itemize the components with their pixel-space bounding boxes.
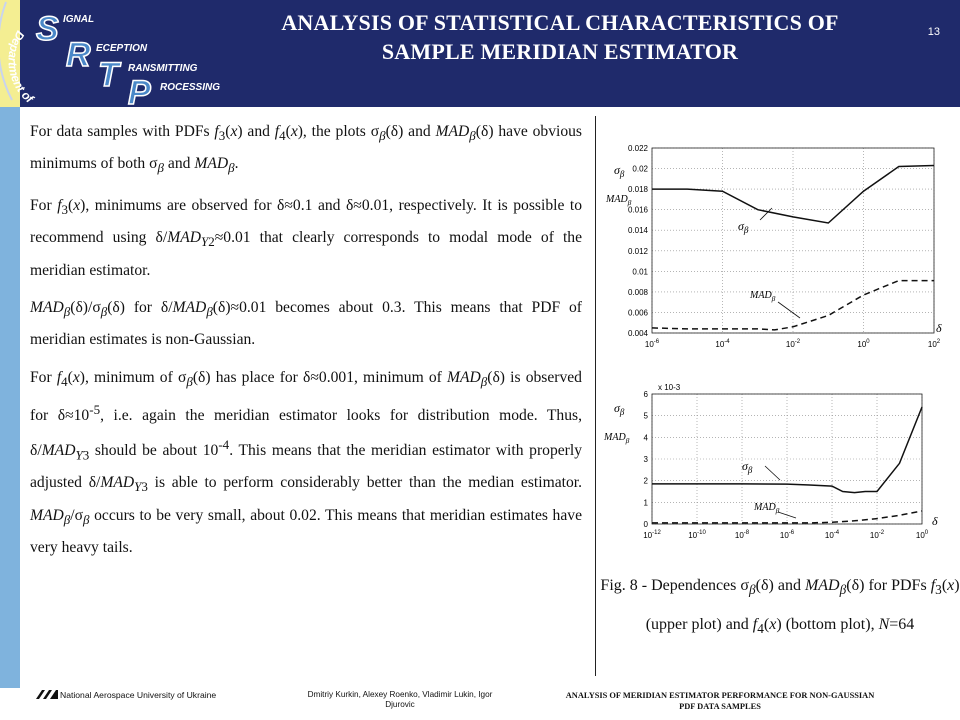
university-name: National Aerospace University of Ukraine (60, 690, 217, 700)
figure-caption: Fig. 8 - Dependences $\sigma_\beta(\delta)$ and $MAD_\beta(\delta)$ for PDFs $f_3(x)$ (upper plot) and $f_4(x)$ (bottom plot), N=64 (600, 577, 960, 637)
footer-presentation-title: ANALYSIS OF MERIDIAN ESTIMATOR PERFORMANCE FOR NON-GAUSSIAN PDF DATA SAMPLES (565, 691, 875, 711)
y-tick-label: 0.01 (632, 267, 648, 277)
y-tick-label: 2 (643, 476, 648, 486)
y-tick-label: 6 (643, 390, 648, 399)
series-label-mad: $MAD_\beta$ (750, 290, 776, 303)
university-logo-icon (36, 690, 58, 699)
series-line-mad (652, 511, 922, 523)
logo-letter-t: T (98, 56, 119, 94)
x-tick-label: $10^{-4}$ (824, 530, 840, 540)
y-tick-label: 0.008 (627, 287, 648, 297)
logo-word-processing: ROCESSING (160, 82, 221, 93)
y-tick-label: 0.02 (632, 164, 648, 174)
logo-word-transmitting: RANSMITTING (128, 63, 198, 74)
y-tick-label: 5 (643, 411, 648, 421)
body-text (30, 118, 582, 571)
y-tick-label: 0 (643, 520, 648, 529)
x-tick-label: $10^{-2}$ (869, 530, 885, 540)
slide-header (0, 0, 960, 107)
logo-letter-p: P (128, 74, 151, 107)
x-tick-label: $10^2$ (927, 339, 941, 349)
x-tick-label: $10^{-8}$ (734, 530, 750, 540)
series-leader-mad (778, 302, 800, 318)
footer-university (36, 690, 216, 700)
logo-letter-s: S (36, 10, 59, 48)
y-tick-label: 0.018 (627, 185, 648, 195)
left-decor-stripe (0, 107, 20, 688)
x-tick-label: $10^{-12}$ (643, 530, 661, 540)
column-divider (595, 116, 596, 676)
x-tick-label: $10^{-6}$ (779, 530, 795, 540)
x-tick-label: $10^{-6}$ (644, 339, 660, 349)
x-tick-label: $10^0$ (857, 339, 870, 349)
logo-word-signal: IGNAL (63, 14, 95, 25)
upper-plot (600, 132, 950, 354)
y-axis-label-sigma: $\sigma_\beta$ (614, 163, 625, 179)
grid (652, 148, 934, 333)
srtp-logo (0, 0, 240, 107)
lower-plot (600, 372, 950, 544)
y-axis-label-mad: $MAD_\beta$ (604, 432, 630, 445)
grid (652, 394, 922, 524)
x-tick-label: $10^{-4}$ (715, 339, 730, 349)
y-tick-label: 0.006 (627, 308, 648, 318)
slide-number: 13 (927, 26, 940, 38)
y-tick-label: 0.022 (627, 144, 648, 153)
x-axis-label: δ (936, 321, 942, 335)
series-label-sigma: $\sigma_\beta$ (738, 219, 749, 235)
y-tick-label: 3 (643, 455, 648, 464)
logo-word-reception: ECEPTION (96, 43, 148, 54)
y-axis-label-mad: $MAD_\beta$ (606, 194, 632, 207)
paragraph-4: For $f_4(x)$, minimum of $\sigma_\beta(\delta)$ has place for δ≈0.001, minimum of $MAD_\beta(\delta)$ is observed for $\delta\approx 10^{-5}$, i.e. again the meridian estimator looks for distribution mode. Thus, $\delta/MAD_{Y3}$ should be about $10^{-4}$. This means that the meridian estimator with properly adjusted $\delta/MAD_{Y3}$ is able to perform considerably better than the median estimator. $MAD_\beta/\sigma_\beta$ occurs to be very small, about 0.02. This means that meridian estimates have very heavy tails. (30, 368, 583, 556)
series-label-mad: $MAD_\beta$ (754, 502, 780, 515)
paragraph-3: $MAD_\beta(\delta)/\sigma_\beta(\delta)$ for $\delta/MAD_\beta(\delta)\approx 0.01$ becomes about 0.3. This means that PDF of meridian estimates is non-Gaussian. (30, 298, 582, 349)
y-tick-label: 0.012 (627, 246, 648, 256)
y-tick-label: 4 (643, 433, 648, 443)
x-tick-label: $10^0$ (915, 530, 929, 540)
page-title: ANALYSIS OF STATISTICAL CHARACTERISTICS OF SAMPLE MERIDIAN ESTIMATOR (281, 10, 839, 64)
x-tick-label: $10^{-2}$ (785, 339, 801, 349)
paragraph-1: For data samples with PDFs $f_3(x)$ and $f_4(x)$, the plots $\sigma_\beta(\delta)$ and $MAD_\beta(\delta)$ have obvious minimums of both $\sigma_\beta$ and $MAD_\beta$. (30, 123, 582, 176)
y-multiplier-label: x 10-3 (658, 383, 681, 392)
footer-authors: Dmitriy Kurkin, Alexey Roenko, Vladimir Lukin, Igor Djurovic (307, 690, 493, 709)
logo-letter-r: R (66, 36, 91, 74)
x-tick-label: $10^{-10}$ (688, 530, 706, 540)
logo-arc-text: Department of (5, 28, 37, 106)
series-label-sigma: $\sigma_\beta$ (742, 459, 753, 475)
y-tick-label: 1 (643, 498, 648, 508)
x-axis-label: δ (932, 514, 938, 528)
series-line-sigma (652, 407, 922, 493)
series-leader-sigma (765, 466, 780, 480)
paragraph-2: For $f_3(x)$, minimums are observed for δ≈0.1 and δ≈0.01, respectively. It is possible to recommend using $\delta/MAD_{Y2}\approx 0.01$ that clearly corresponds to modal mode of the meridian estimator. (30, 196, 583, 279)
y-tick-label: 0.016 (627, 205, 648, 215)
y-tick-label: 0.014 (627, 226, 648, 236)
y-axis-label-sigma: $\sigma_\beta$ (614, 401, 625, 417)
y-tick-label: 0.004 (627, 329, 648, 338)
